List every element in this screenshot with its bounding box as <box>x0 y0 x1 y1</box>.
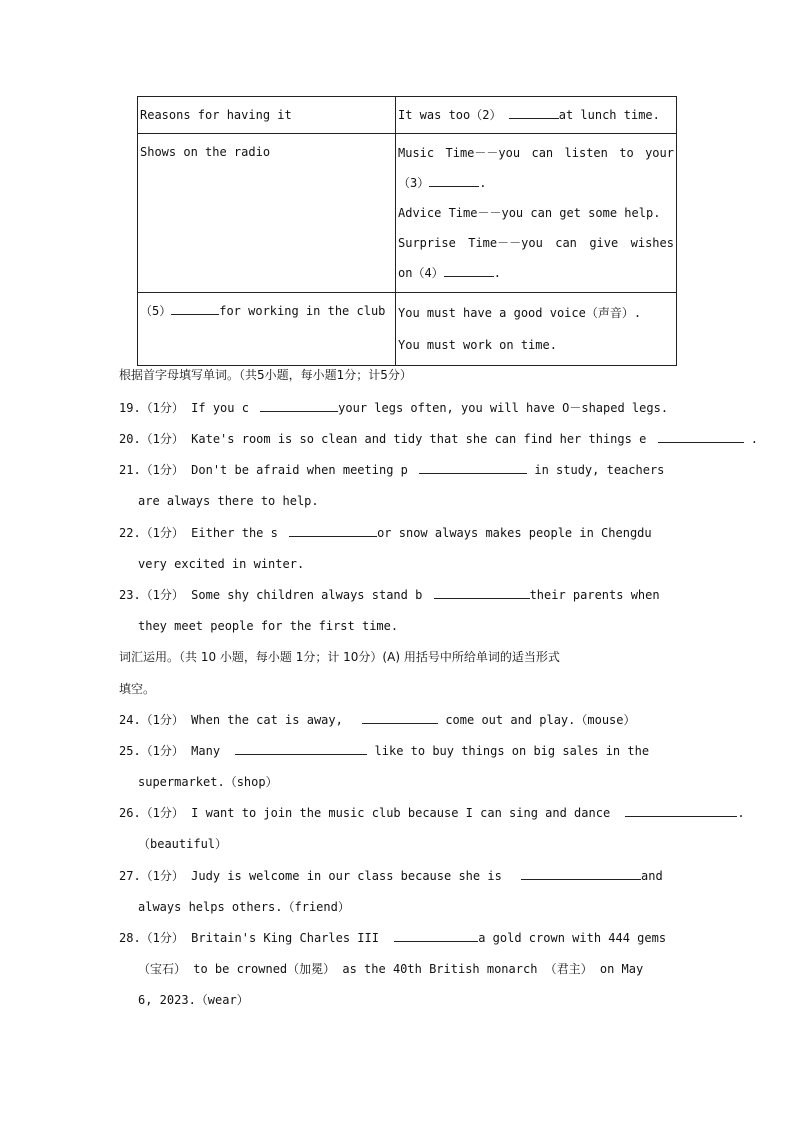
answer-blank[interactable] <box>658 430 744 443</box>
question-text: like to buy things on big sales in the <box>374 744 650 758</box>
section-heading: 词汇运用。（共 10 小题，每小题 1分；计 10分）(A) 用括号中所给单词的适当形式 <box>119 650 560 664</box>
answer-blank[interactable] <box>394 929 478 942</box>
table-cell <box>138 97 396 134</box>
table-text <box>140 297 393 325</box>
table-cell <box>138 134 396 293</box>
question-text: and <box>641 869 663 883</box>
question-25-continued: supermarket.（shop） <box>138 775 278 789</box>
question-22 <box>119 524 652 541</box>
question-text: Britain's King Charles III <box>191 931 379 945</box>
question-19 <box>119 399 668 416</box>
answer-blank[interactable] <box>419 461 527 474</box>
section-heading: 根据首字母填写单词。（共5小题，每小题1分；计5分） <box>119 368 412 382</box>
question-text: a gold crown with 444 gems <box>478 931 667 945</box>
table-cell <box>396 97 677 134</box>
text: . <box>493 266 501 280</box>
text: on（4） <box>398 266 444 280</box>
table-row <box>138 97 677 134</box>
table-cell <box>396 134 677 293</box>
question-text: Either the s <box>191 526 278 540</box>
answer-blank-5[interactable] <box>171 302 219 315</box>
table-cell <box>138 293 396 366</box>
answer-blank[interactable] <box>434 586 530 599</box>
question-number: 25.（1分） <box>119 744 184 758</box>
answer-blank-3[interactable] <box>429 174 479 187</box>
question-number: 26.（1分） <box>119 806 184 820</box>
question-28-continued: （宝石） to be crowned（加冕） as the 40th British monarch （君主） on May <box>138 962 644 976</box>
question-text: in study, teachers <box>534 463 665 477</box>
text: It was too（2） <box>398 108 502 122</box>
table-text <box>398 101 674 129</box>
question-number: 27.（1分） <box>119 869 184 883</box>
question-number: 23.（1分） <box>119 588 184 602</box>
question-23-continued: they meet people for the first time. <box>138 619 399 633</box>
row-label: Reasons for having it <box>140 108 292 122</box>
table-cell <box>396 293 677 366</box>
table-text: You must have a good voice（声音）. <box>398 306 642 320</box>
question-21 <box>119 461 664 478</box>
question-26 <box>119 804 745 821</box>
question-text: or snow always makes people in Chengdu <box>377 526 652 540</box>
question-27 <box>119 867 663 884</box>
question-text: your legs often, you will have O－shaped legs. <box>338 401 669 415</box>
question-text: If you c <box>191 401 249 415</box>
question-number: 20.（1分） <box>119 432 184 446</box>
question-28 <box>119 929 666 946</box>
row-label: Shows on the radio <box>140 145 271 159</box>
question-25 <box>119 742 649 759</box>
table-text: You must work on time. <box>398 338 557 352</box>
table-text <box>398 168 674 198</box>
answer-blank-2[interactable] <box>509 106 559 119</box>
question-text: When the cat is away, <box>191 713 343 727</box>
text: （5） <box>140 304 172 318</box>
question-22-continued: very excited in winter. <box>138 557 305 571</box>
question-text: Kate's room is so clean and tidy that she can find her things e <box>191 432 647 446</box>
answer-blank[interactable] <box>625 804 737 817</box>
table-text: Surprise Time－－you can give wishes <box>398 236 674 250</box>
text: at lunch time. <box>558 108 660 122</box>
table-text: Advice Time－－you can get some help. <box>398 206 661 220</box>
question-26-continued: （beautiful） <box>138 837 228 851</box>
question-number: 21.（1分） <box>119 463 184 477</box>
question-number: 19.（1分） <box>119 401 184 415</box>
question-text: Judy is welcome in our class because she is <box>191 869 502 883</box>
question-text: . <box>737 806 745 820</box>
answer-blank-4[interactable] <box>444 264 494 277</box>
answer-blank[interactable] <box>260 399 338 412</box>
question-21-continued: are always there to help. <box>138 494 319 508</box>
text: . <box>479 176 487 190</box>
table-row <box>138 293 677 366</box>
answer-blank[interactable] <box>362 711 438 724</box>
question-text: their parents when <box>529 588 660 602</box>
question-text: . <box>750 432 758 446</box>
answer-blank[interactable] <box>289 524 377 537</box>
question-number: 22.（1分） <box>119 526 184 540</box>
text: （3） <box>398 176 430 190</box>
question-number: 28.（1分） <box>119 931 184 945</box>
table-text: Music Time－－you can listen to your <box>398 146 674 160</box>
question-text: come out and play.（mouse） <box>445 713 636 727</box>
question-24 <box>119 711 636 728</box>
question-number: 24.（1分） <box>119 713 184 727</box>
text: for working in the club <box>219 304 386 318</box>
question-text: I want to join the music club because I can sing and dance <box>191 806 611 820</box>
question-23 <box>119 586 660 603</box>
question-text: Some shy children always stand b <box>191 588 423 602</box>
question-text: Don't be afraid when meeting p <box>191 463 408 477</box>
club-info-table <box>137 96 677 366</box>
answer-blank[interactable] <box>521 867 641 880</box>
question-27-continued: always helps others.（friend） <box>138 900 350 914</box>
section-heading-continued: 填空。 <box>119 682 156 696</box>
table-text <box>398 258 674 288</box>
question-28-continued: 6, 2023.（wear） <box>138 993 249 1007</box>
table-row <box>138 134 677 293</box>
question-20 <box>119 430 758 447</box>
question-text: Many <box>191 744 221 758</box>
answer-blank[interactable] <box>235 742 367 755</box>
